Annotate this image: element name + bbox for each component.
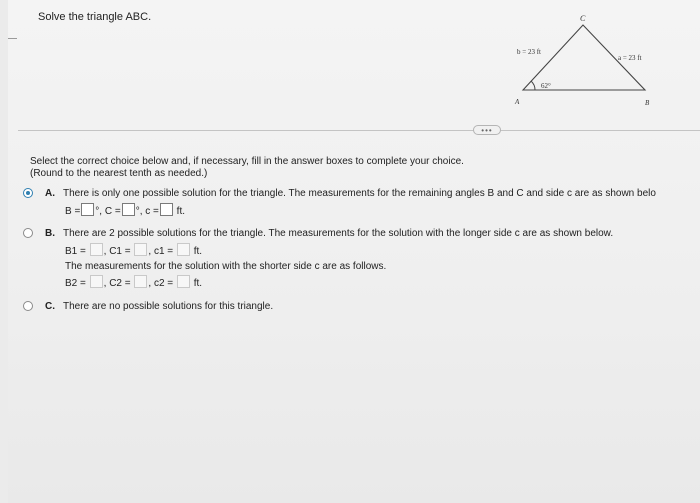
choice-b-radio[interactable] <box>23 228 33 238</box>
degree-symbol: ° <box>95 206 100 217</box>
triangle-figure <box>508 10 668 110</box>
side-c2-label: , c2 = <box>148 278 174 289</box>
angle-c-label: , C = <box>99 206 121 217</box>
degree-symbol: ° <box>135 206 140 217</box>
side-c1-input[interactable] <box>177 243 190 256</box>
side-c2-input[interactable] <box>177 275 190 288</box>
vertex-a-label: A <box>515 98 520 106</box>
question-prompt: Solve the triangle ABC. <box>38 11 152 23</box>
side-c-label: , c = <box>139 206 159 217</box>
angle-c1-input[interactable] <box>134 243 147 256</box>
angle-b-label: B = <box>65 206 81 217</box>
choice-b-shorter-text: The measurements for the solution with the shorter side c are as follows. <box>65 261 387 272</box>
unit-label: ft. <box>176 206 186 217</box>
unit-label: ft. <box>193 246 203 257</box>
choice-c-text: There are no possible solutions for this triangle. <box>63 301 274 312</box>
instructions-line-1: Select the correct choice below and, if necessary, fill in the answer boxes to complete your choice. <box>30 156 464 167</box>
question-page <box>8 0 700 503</box>
instructions-line-2: (Round to the nearest tenth as needed.) <box>30 168 208 179</box>
angle-b2-label: B2 = <box>65 278 86 289</box>
angle-b2-input[interactable] <box>90 275 103 288</box>
angle-c-input[interactable] <box>122 203 135 216</box>
choice-a-letter: A. <box>45 188 55 199</box>
angle-c2-input[interactable] <box>134 275 147 288</box>
choice-b-answers-1 <box>65 243 202 257</box>
vertex-c-label: C <box>580 14 586 23</box>
choice-a-answers <box>65 203 185 217</box>
choice-b-answers-2 <box>65 275 202 289</box>
left-edge-rule <box>8 38 17 39</box>
side-c1-label: , c1 = <box>148 246 174 257</box>
unit-label: ft. <box>193 278 203 289</box>
angle-c1-label: , C1 = <box>103 246 131 257</box>
choice-a-text: There is only one possible solution for the triangle. The measurements for the remaining angles B and C and side c are as shown belo <box>63 188 656 199</box>
angle-b-input[interactable] <box>81 203 94 216</box>
angle-a-label: 62° <box>541 82 551 90</box>
side-c-input[interactable] <box>160 203 173 216</box>
angle-b1-label: B1 = <box>65 246 86 257</box>
angle-b1-input[interactable] <box>90 243 103 256</box>
choice-c-radio[interactable] <box>23 301 33 311</box>
choice-b-text: There are 2 possible solutions for the triangle. The measurements for the solution with the longer side c are as shown below. <box>63 228 614 239</box>
angle-c2-label: , C2 = <box>103 278 131 289</box>
side-b-label: b = 23 ft <box>517 48 541 56</box>
instructions <box>30 156 464 180</box>
choice-b-letter: B. <box>45 228 55 239</box>
choice-c-letter: C. <box>45 301 55 312</box>
section-divider <box>18 130 700 131</box>
expand-button[interactable]: ••• <box>473 125 501 135</box>
choice-a-radio[interactable] <box>23 188 33 198</box>
angle-arc <box>531 81 535 90</box>
side-a-label: a = 23 ft <box>618 54 642 62</box>
vertex-b-label: B <box>645 99 650 107</box>
